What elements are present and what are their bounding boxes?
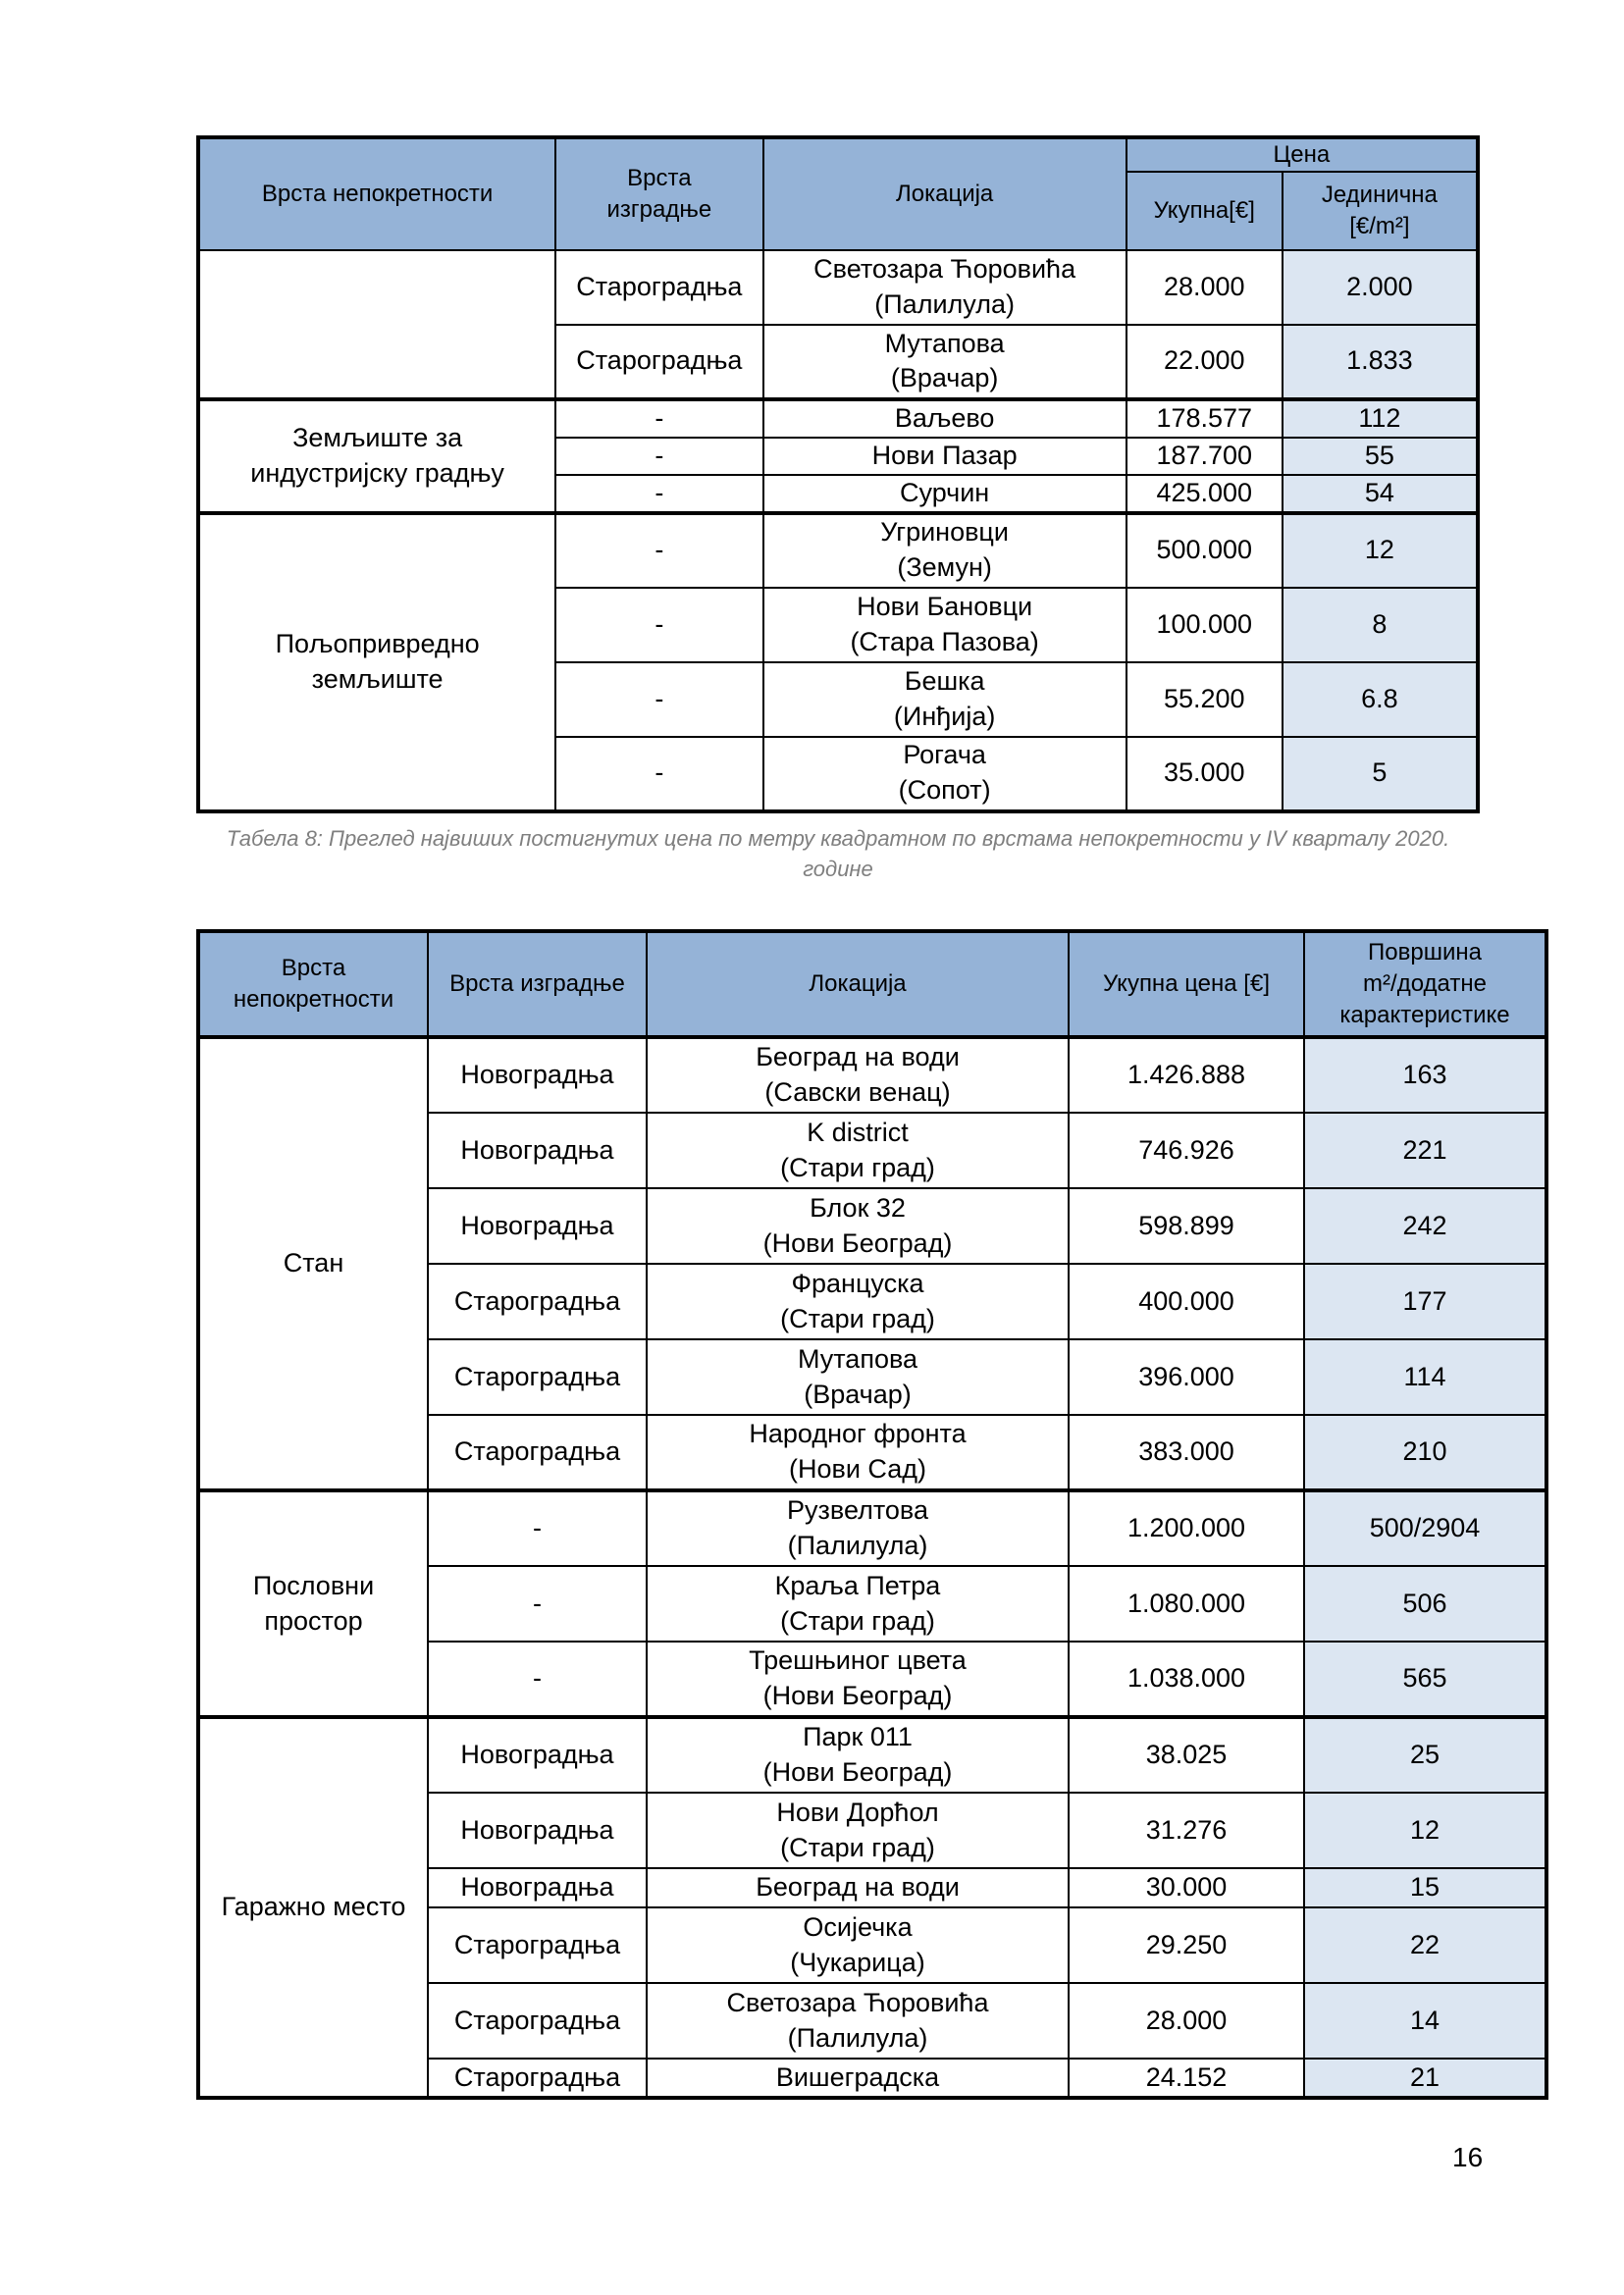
unit-price-cell: 5	[1283, 737, 1478, 811]
total-price-cell: 24.152	[1069, 2059, 1304, 2098]
header-construction-type: Врста изградње	[555, 137, 762, 250]
top-transactions-table	[196, 929, 1548, 2100]
total-price-cell: 31.276	[1069, 1793, 1304, 1868]
group-label	[198, 250, 555, 399]
construction-cell: Староградња	[428, 1983, 647, 2059]
header-location: Локација	[763, 137, 1126, 250]
area-cell: 12	[1304, 1793, 1546, 1868]
location-cell: Рогача (Сопот)	[763, 737, 1126, 811]
area-cell: 506	[1304, 1566, 1546, 1642]
header-total-price: Укупна[€]	[1126, 172, 1283, 250]
location-cell: Народног фронта (Нови Сад)	[647, 1415, 1069, 1490]
total-price-cell: 100.000	[1126, 588, 1283, 662]
construction-cell: -	[555, 399, 762, 438]
header-total-price: Укупна цена [€]	[1069, 931, 1304, 1037]
area-cell: 25	[1304, 1717, 1546, 1793]
group-label: Земљиште за индустријску градњу	[198, 399, 555, 513]
total-price-cell: 1.200.000	[1069, 1490, 1304, 1566]
header-unit-price: Јединична [€/m²]	[1283, 172, 1478, 250]
total-price-cell: 383.000	[1069, 1415, 1304, 1490]
price-per-sqm-table	[196, 135, 1480, 813]
area-cell: 242	[1304, 1188, 1546, 1264]
total-price-cell: 396.000	[1069, 1339, 1304, 1415]
area-cell: 221	[1304, 1113, 1546, 1188]
header-property-type: Врста непокретности	[198, 931, 428, 1037]
construction-cell: -	[555, 475, 762, 513]
construction-cell: Староградња	[555, 250, 762, 325]
location-cell: Нови Дорћол (Стари град)	[647, 1793, 1069, 1868]
location-cell: Светозара Ћоровића (Палилула)	[763, 250, 1126, 325]
header-property-type: Врста непокретности	[198, 137, 555, 250]
location-cell: Нови Пазар	[763, 438, 1126, 475]
unit-price-cell: 1.833	[1283, 325, 1478, 399]
construction-cell: -	[428, 1566, 647, 1642]
area-cell: 22	[1304, 1907, 1546, 1983]
construction-cell: -	[555, 662, 762, 737]
location-cell: Мутапова (Врачар)	[647, 1339, 1069, 1415]
unit-price-cell: 12	[1283, 513, 1478, 588]
unit-price-cell: 54	[1283, 475, 1478, 513]
total-price-cell: 35.000	[1126, 737, 1283, 811]
area-cell: 177	[1304, 1264, 1546, 1339]
area-cell: 210	[1304, 1415, 1546, 1490]
total-price-cell: 746.926	[1069, 1113, 1304, 1188]
area-cell: 565	[1304, 1642, 1546, 1717]
location-cell: Нови Бановци (Стара Пазова)	[763, 588, 1126, 662]
construction-cell: Новоградња	[428, 1868, 647, 1907]
location-cell: Ваљево	[763, 399, 1126, 438]
area-cell: 114	[1304, 1339, 1546, 1415]
construction-cell: -	[555, 513, 762, 588]
total-price-cell: 500.000	[1126, 513, 1283, 588]
total-price-cell: 1.426.888	[1069, 1037, 1304, 1113]
group-label: Гаражно место	[198, 1717, 428, 2098]
location-cell: Рузвелтова (Палилула)	[647, 1490, 1069, 1566]
total-price-cell: 187.700	[1126, 438, 1283, 475]
construction-cell: -	[555, 588, 762, 662]
total-price-cell: 28.000	[1069, 1983, 1304, 2059]
construction-cell: -	[428, 1642, 647, 1717]
construction-cell: Староградња	[555, 325, 762, 399]
location-cell: Осијечка (Чукарица)	[647, 1907, 1069, 1983]
total-price-cell: 1.038.000	[1069, 1642, 1304, 1717]
construction-cell: Староградња	[428, 1264, 647, 1339]
construction-cell: Новоградња	[428, 1037, 647, 1113]
location-cell: Светозара Ћоровића (Палилула)	[647, 1983, 1069, 2059]
area-cell: 14	[1304, 1983, 1546, 2059]
header-area: Површина m²/додатне карактеристике	[1304, 931, 1546, 1037]
area-cell: 15	[1304, 1868, 1546, 1907]
construction-cell: Староградња	[428, 1907, 647, 1983]
location-cell: Парк 011 (Нови Београд)	[647, 1717, 1069, 1793]
construction-cell: Новоградња	[428, 1113, 647, 1188]
construction-cell: -	[555, 737, 762, 811]
unit-price-cell: 8	[1283, 588, 1478, 662]
location-cell: Београд на води	[647, 1868, 1069, 1907]
header-price: Цена	[1126, 137, 1478, 172]
unit-price-cell: 55	[1283, 438, 1478, 475]
construction-cell: Староградња	[428, 1415, 647, 1490]
location-cell: Бешка (Инђија)	[763, 662, 1126, 737]
location-cell: Београд на води (Савски венац)	[647, 1037, 1069, 1113]
table-caption: Табела 8: Преглед највиших постигнутих цена по метру квадратном по врстама непокретности у IV кварталу 2020. године	[226, 826, 1450, 881]
construction-cell: Новоградња	[428, 1793, 647, 1868]
total-price-cell: 55.200	[1126, 662, 1283, 737]
location-cell: K district (Стари град)	[647, 1113, 1069, 1188]
construction-cell: Староградња	[428, 1339, 647, 1415]
total-price-cell: 598.899	[1069, 1188, 1304, 1264]
location-cell: Мутапова (Врачар)	[763, 325, 1126, 399]
total-price-cell: 400.000	[1069, 1264, 1304, 1339]
area-cell: 163	[1304, 1037, 1546, 1113]
total-price-cell: 425.000	[1126, 475, 1283, 513]
total-price-cell: 178.577	[1126, 399, 1283, 438]
construction-cell: Староградња	[428, 2059, 647, 2098]
group-label: Пољопривредно земљиште	[198, 513, 555, 811]
location-cell: Трешњиног цвета (Нови Београд)	[647, 1642, 1069, 1717]
area-cell: 21	[1304, 2059, 1546, 2098]
location-cell: Сурчин	[763, 475, 1126, 513]
unit-price-cell: 112	[1283, 399, 1478, 438]
area-cell: 500/2904	[1304, 1490, 1546, 1566]
total-price-cell: 29.250	[1069, 1907, 1304, 1983]
construction-cell: Новоградња	[428, 1717, 647, 1793]
total-price-cell: 30.000	[1069, 1868, 1304, 1907]
construction-cell: -	[428, 1490, 647, 1566]
page-number: 16	[1452, 2142, 1484, 2172]
unit-price-cell: 2.000	[1283, 250, 1478, 325]
unit-price-cell: 6.8	[1283, 662, 1478, 737]
construction-cell: -	[555, 438, 762, 475]
header-construction-type: Врста изградње	[428, 931, 647, 1037]
total-price-cell: 28.000	[1126, 250, 1283, 325]
group-label: Стан	[198, 1037, 428, 1490]
location-cell: Француска (Стари град)	[647, 1264, 1069, 1339]
location-cell: Краља Петра (Стари град)	[647, 1566, 1069, 1642]
total-price-cell: 38.025	[1069, 1717, 1304, 1793]
location-cell: Блок 32 (Нови Београд)	[647, 1188, 1069, 1264]
header-location: Локација	[647, 931, 1069, 1037]
location-cell: Вишеградска	[647, 2059, 1069, 2098]
construction-cell: Новоградња	[428, 1188, 647, 1264]
location-cell: Угриновци (Земун)	[763, 513, 1126, 588]
total-price-cell: 22.000	[1126, 325, 1283, 399]
group-label: Пословни простор	[198, 1490, 428, 1717]
total-price-cell: 1.080.000	[1069, 1566, 1304, 1642]
